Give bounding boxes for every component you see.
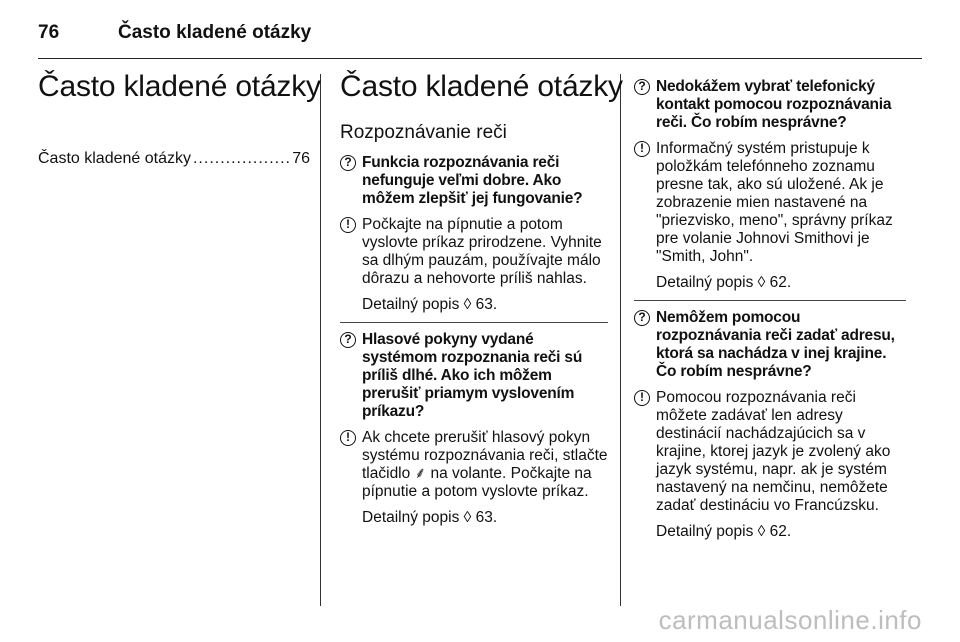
answer-item — [634, 140, 906, 266]
answer-text: Informačný systém pristupuje k položkám telefónneho zoznamu presne tak, ako sú uložené. Ak je zobrazenie mien nastavené na "priezvisko, meno", správny príkaz pre volanie Johnovi Smithovi je "Smith, John". — [656, 140, 893, 265]
toc-entry-text: Často kladené otázky — [38, 150, 191, 167]
section-title: Často kladené otázky — [340, 70, 623, 103]
question-text: Nedokážem vybrať telefonický kontakt pomocou rozpoznávania reči. Čo robím nesprávne? — [656, 78, 892, 131]
detail-reference[interactable]: Detailný popis ◊ 62. — [656, 274, 792, 291]
question-icon: ? — [634, 79, 650, 95]
page-number: 76 — [38, 22, 60, 43]
answer-item — [340, 429, 608, 501]
question-text: Hlasové pokyny vydané systémom rozpoznania reči sú príliš dlhé. Ako ich môžem prerušiť priamym vyslovením príkazu? — [362, 331, 583, 420]
question-icon: ? — [634, 310, 650, 326]
answer-text: Pomocou rozpoznávania reči môžete zadávať len adresy destinácií nachádzajúcich sa v krajine, ktorej jazyk je zvolený ako jazyk systému, napr. ak je systém nastavený na nemčinu, nemôžete zadať destináciu vo Francúzsku. — [656, 389, 891, 514]
qa-list-middle — [340, 154, 608, 527]
subsection-heading: Rozpoznávanie reči — [340, 122, 507, 143]
answer-icon: ! — [340, 217, 356, 233]
toc-leader-dots — [193, 150, 290, 168]
question-text: Funkcia rozpoznávania reči nefunguje veľmi dobre. Ako môžem zlepšiť jej fungovanie? — [362, 154, 583, 207]
qa-separator — [634, 300, 906, 301]
answer-text: Ak chcete prerušiť hlasový pokyn systému rozpoznávania reči, stlačte tlačidlo ⸙ na volante. Počkajte na pípnutie a potom vyslovte príkaz. — [362, 429, 608, 500]
answer-icon: ! — [634, 390, 650, 406]
answer-item — [634, 389, 906, 515]
question-item — [340, 331, 608, 421]
answer-text: Počkajte na pípnutie a potom vyslovte príkaz prirodzene. Vyhnite sa dlhým pauzám, používajte málo dôrazu a nehovorte príliš nahlas. — [362, 216, 602, 287]
qa-list-right — [634, 78, 906, 541]
question-item — [634, 78, 906, 132]
toc-entry-page: 76 — [292, 150, 310, 167]
column-divider-right — [620, 74, 621, 606]
answer-icon: ! — [340, 430, 356, 446]
question-icon: ? — [340, 155, 356, 171]
page-header — [38, 18, 311, 48]
answer-icon: ! — [634, 141, 650, 157]
toc-entry[interactable] — [38, 150, 310, 168]
header-divider — [38, 58, 922, 59]
column-divider-left — [320, 74, 321, 606]
answer-item — [340, 216, 608, 288]
qa-separator — [340, 322, 608, 323]
question-item — [634, 309, 906, 381]
question-text: Nemôžem pomocou rozpoznávania reči zadať adresu, ktorá sa nachádza v inej krajine. Čo robím nesprávne? — [656, 309, 895, 380]
watermark: carmanualsonline.info — [658, 605, 922, 635]
running-title: Často kladené otázky — [118, 22, 312, 43]
detail-reference[interactable]: Detailný popis ◊ 63. — [362, 509, 498, 526]
question-icon: ? — [340, 332, 356, 348]
chapter-title: Často kladené otázky — [38, 70, 321, 103]
detail-reference[interactable]: Detailný popis ◊ 62. — [656, 523, 792, 540]
question-item — [340, 154, 608, 208]
detail-reference[interactable]: Detailný popis ◊ 63. — [362, 296, 498, 313]
